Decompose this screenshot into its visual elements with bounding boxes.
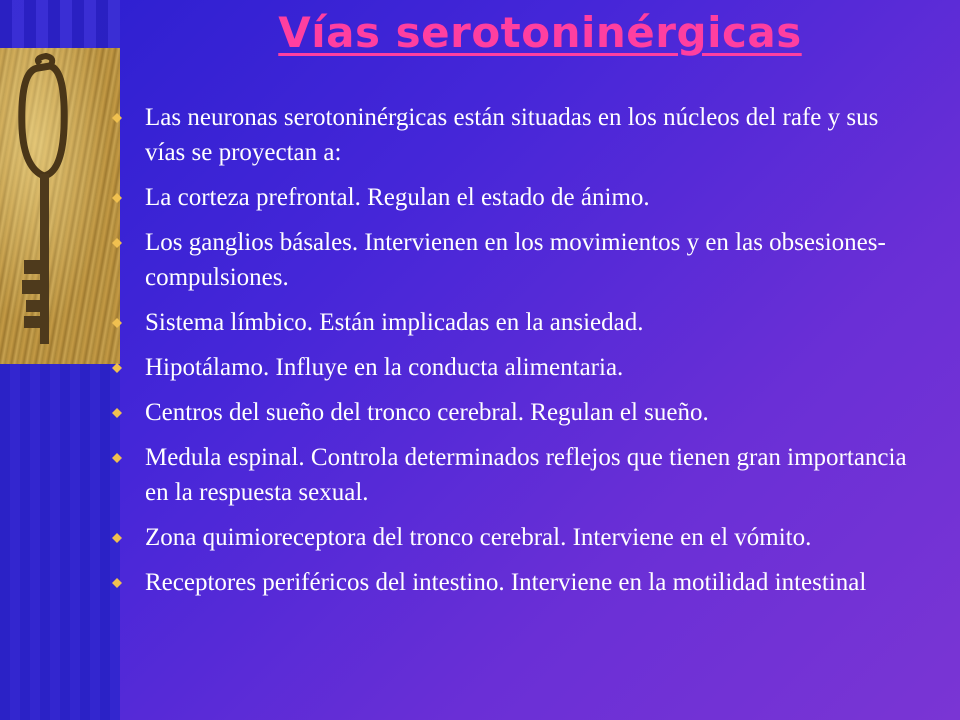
bullet-item [108, 565, 908, 600]
bullet-text: Zona quimioreceptora del tronco cerebral. Interviene en el vómito. [145, 524, 812, 551]
decorative-strip [0, 0, 120, 720]
bullet-text: Las neuronas serotoninérgicas están situadas en los núcleos del rafe y sus vías se proyectan a: [145, 104, 879, 166]
bullet-text: La corteza prefrontal. Regulan el estado de ánimo. [145, 184, 650, 211]
diamond-bullet-icon [112, 363, 122, 373]
bullet-text: Los ganglios básales. Intervienen en los movimientos y en las obsesiones-compulsiones. [145, 229, 886, 291]
bullet-text: Medula espinal. Controla determinados reflejos que tienen gran importancia en la respuesta sexual. [145, 444, 907, 506]
bullet-item [108, 440, 908, 510]
bullet-text: Centros del sueño del tronco cerebral. Regulan el sueño. [145, 399, 709, 426]
bullet-text: Sistema límbico. Están implicadas en la ansiedad. [145, 309, 644, 336]
bullet-item [108, 350, 908, 385]
diamond-bullet-icon [112, 113, 122, 123]
strip-bottom-pattern [0, 364, 120, 720]
key-icon [0, 48, 120, 364]
diamond-bullet-icon [112, 318, 122, 328]
slide-title: Vías serotoninérgicas [278, 8, 802, 57]
strip-top-pattern [0, 0, 120, 48]
bullet-item [108, 180, 908, 215]
bullet-item [108, 100, 908, 170]
diamond-bullet-icon [112, 533, 122, 543]
diamond-bullet-icon [112, 193, 122, 203]
bullet-item [108, 225, 908, 295]
bullet-item [108, 520, 908, 555]
diamond-bullet-icon [112, 453, 122, 463]
bullet-item [108, 305, 908, 340]
bullet-list [108, 100, 908, 610]
diamond-bullet-icon [112, 238, 122, 248]
bullet-text: Receptores periféricos del intestino. Interviene en la motilidad intestinal [145, 569, 867, 596]
diamond-bullet-icon [112, 408, 122, 418]
diamond-bullet-icon [112, 578, 122, 588]
bullet-item [108, 395, 908, 430]
bullet-text: Hipotálamo. Influye en la conducta alimentaria. [145, 354, 624, 381]
